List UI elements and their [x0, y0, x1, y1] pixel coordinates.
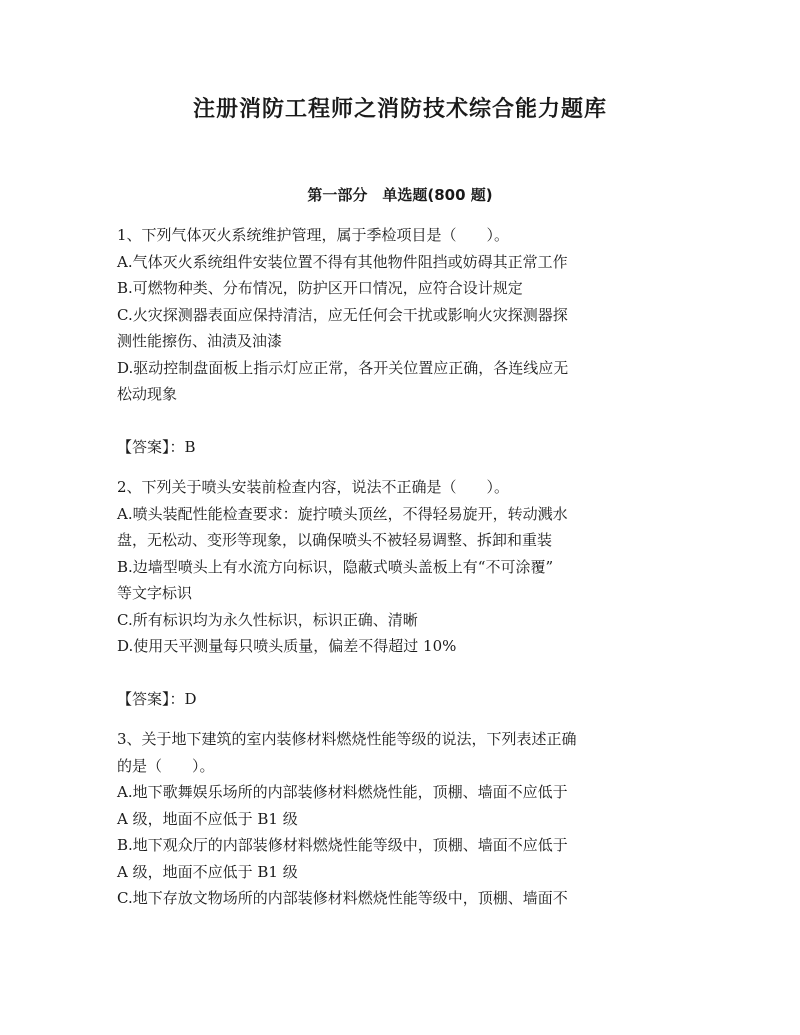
option-text: A.气体灭火系统组件安装位置不得有其他物件阻挡或妨碍其正常工作 [117, 252, 568, 271]
option-d [117, 633, 683, 660]
question-2 [117, 474, 683, 712]
option-b [117, 275, 683, 302]
option-text: C.所有标识均为永久性标识，标识正确、清晰 [117, 610, 418, 629]
option-b [117, 554, 683, 607]
option-b [117, 832, 683, 885]
option-text: 盘，无松动、变形等现象，以确保喷头不被轻易调整、拆卸和重装 [117, 531, 553, 549]
option-c [117, 885, 683, 912]
option-c [117, 302, 683, 355]
option-text: B.地下观众厅的内部装修材料燃烧性能等级中，顶棚、墙面不应低于 [117, 836, 568, 854]
question-1 [117, 222, 683, 460]
answer-line: 【答案】：D [117, 689, 197, 708]
option-text: B.边墙型喷头上有水流方向标识，隐蔽式喷头盖板上有“不可涂覆” [117, 557, 554, 576]
option-text: D.驱动控制盘面板上指示灯应正常，各开关位置应正确，各连线应无 [117, 358, 569, 377]
option-c [117, 607, 683, 634]
option-text: 等文字标识 [117, 584, 193, 602]
option-text: A 级，地面不应低于 B1 级 [117, 862, 298, 881]
option-a [117, 779, 683, 832]
question-stem: 2、下列关于喷头安装前检查内容，说法不正确是（ ）。 [117, 478, 510, 496]
option-text: C.火灾探测器表面应保持清洁，应无任何会干扰或影响火灾探测器探 [117, 305, 568, 324]
option-a [117, 249, 683, 276]
option-d [117, 355, 683, 408]
option-text: A 级，地面不应低于 B1 级 [117, 809, 298, 828]
option-text: 松动现象 [117, 385, 178, 403]
option-text: A.喷头装配性能检查要求：旋拧喷头顶丝，不得轻易旋开，转动溅水 [117, 504, 568, 523]
option-text: B.可燃物种类、分布情况，防护区开口情况，应符合设计规定 [117, 279, 523, 297]
document-title: 注册消防工程师之消防技术综合能力题库 [192, 97, 607, 122]
question-stem: 3、关于地下建筑的室内装修材料燃烧性能等级的说法，下列表述正确 [117, 730, 577, 748]
option-text: 测性能擦伤、油渍及油漆 [117, 332, 283, 350]
option-text: C.地下存放文物场所的内部装修材料燃烧性能等级中，顶棚、墙面不 [117, 889, 568, 907]
question-list [117, 222, 683, 912]
option-a [117, 501, 683, 554]
answer-line: 【答案】：B [117, 437, 196, 456]
question-3 [117, 726, 683, 912]
section-title: 第一部分 单选题(800 题) [307, 186, 493, 204]
option-text: A.地下歌舞娱乐场所的内部装修材料燃烧性能，顶棚、墙面不应低于 [117, 783, 568, 801]
question-stem: 1、下列气体灭火系统维护管理，属于季检项目是（ ）。 [117, 226, 510, 244]
option-text: D.使用天平测量每只喷头质量，偏差不得超过 10% [117, 637, 457, 655]
question-stem: 的是（ ）。 [117, 756, 215, 775]
